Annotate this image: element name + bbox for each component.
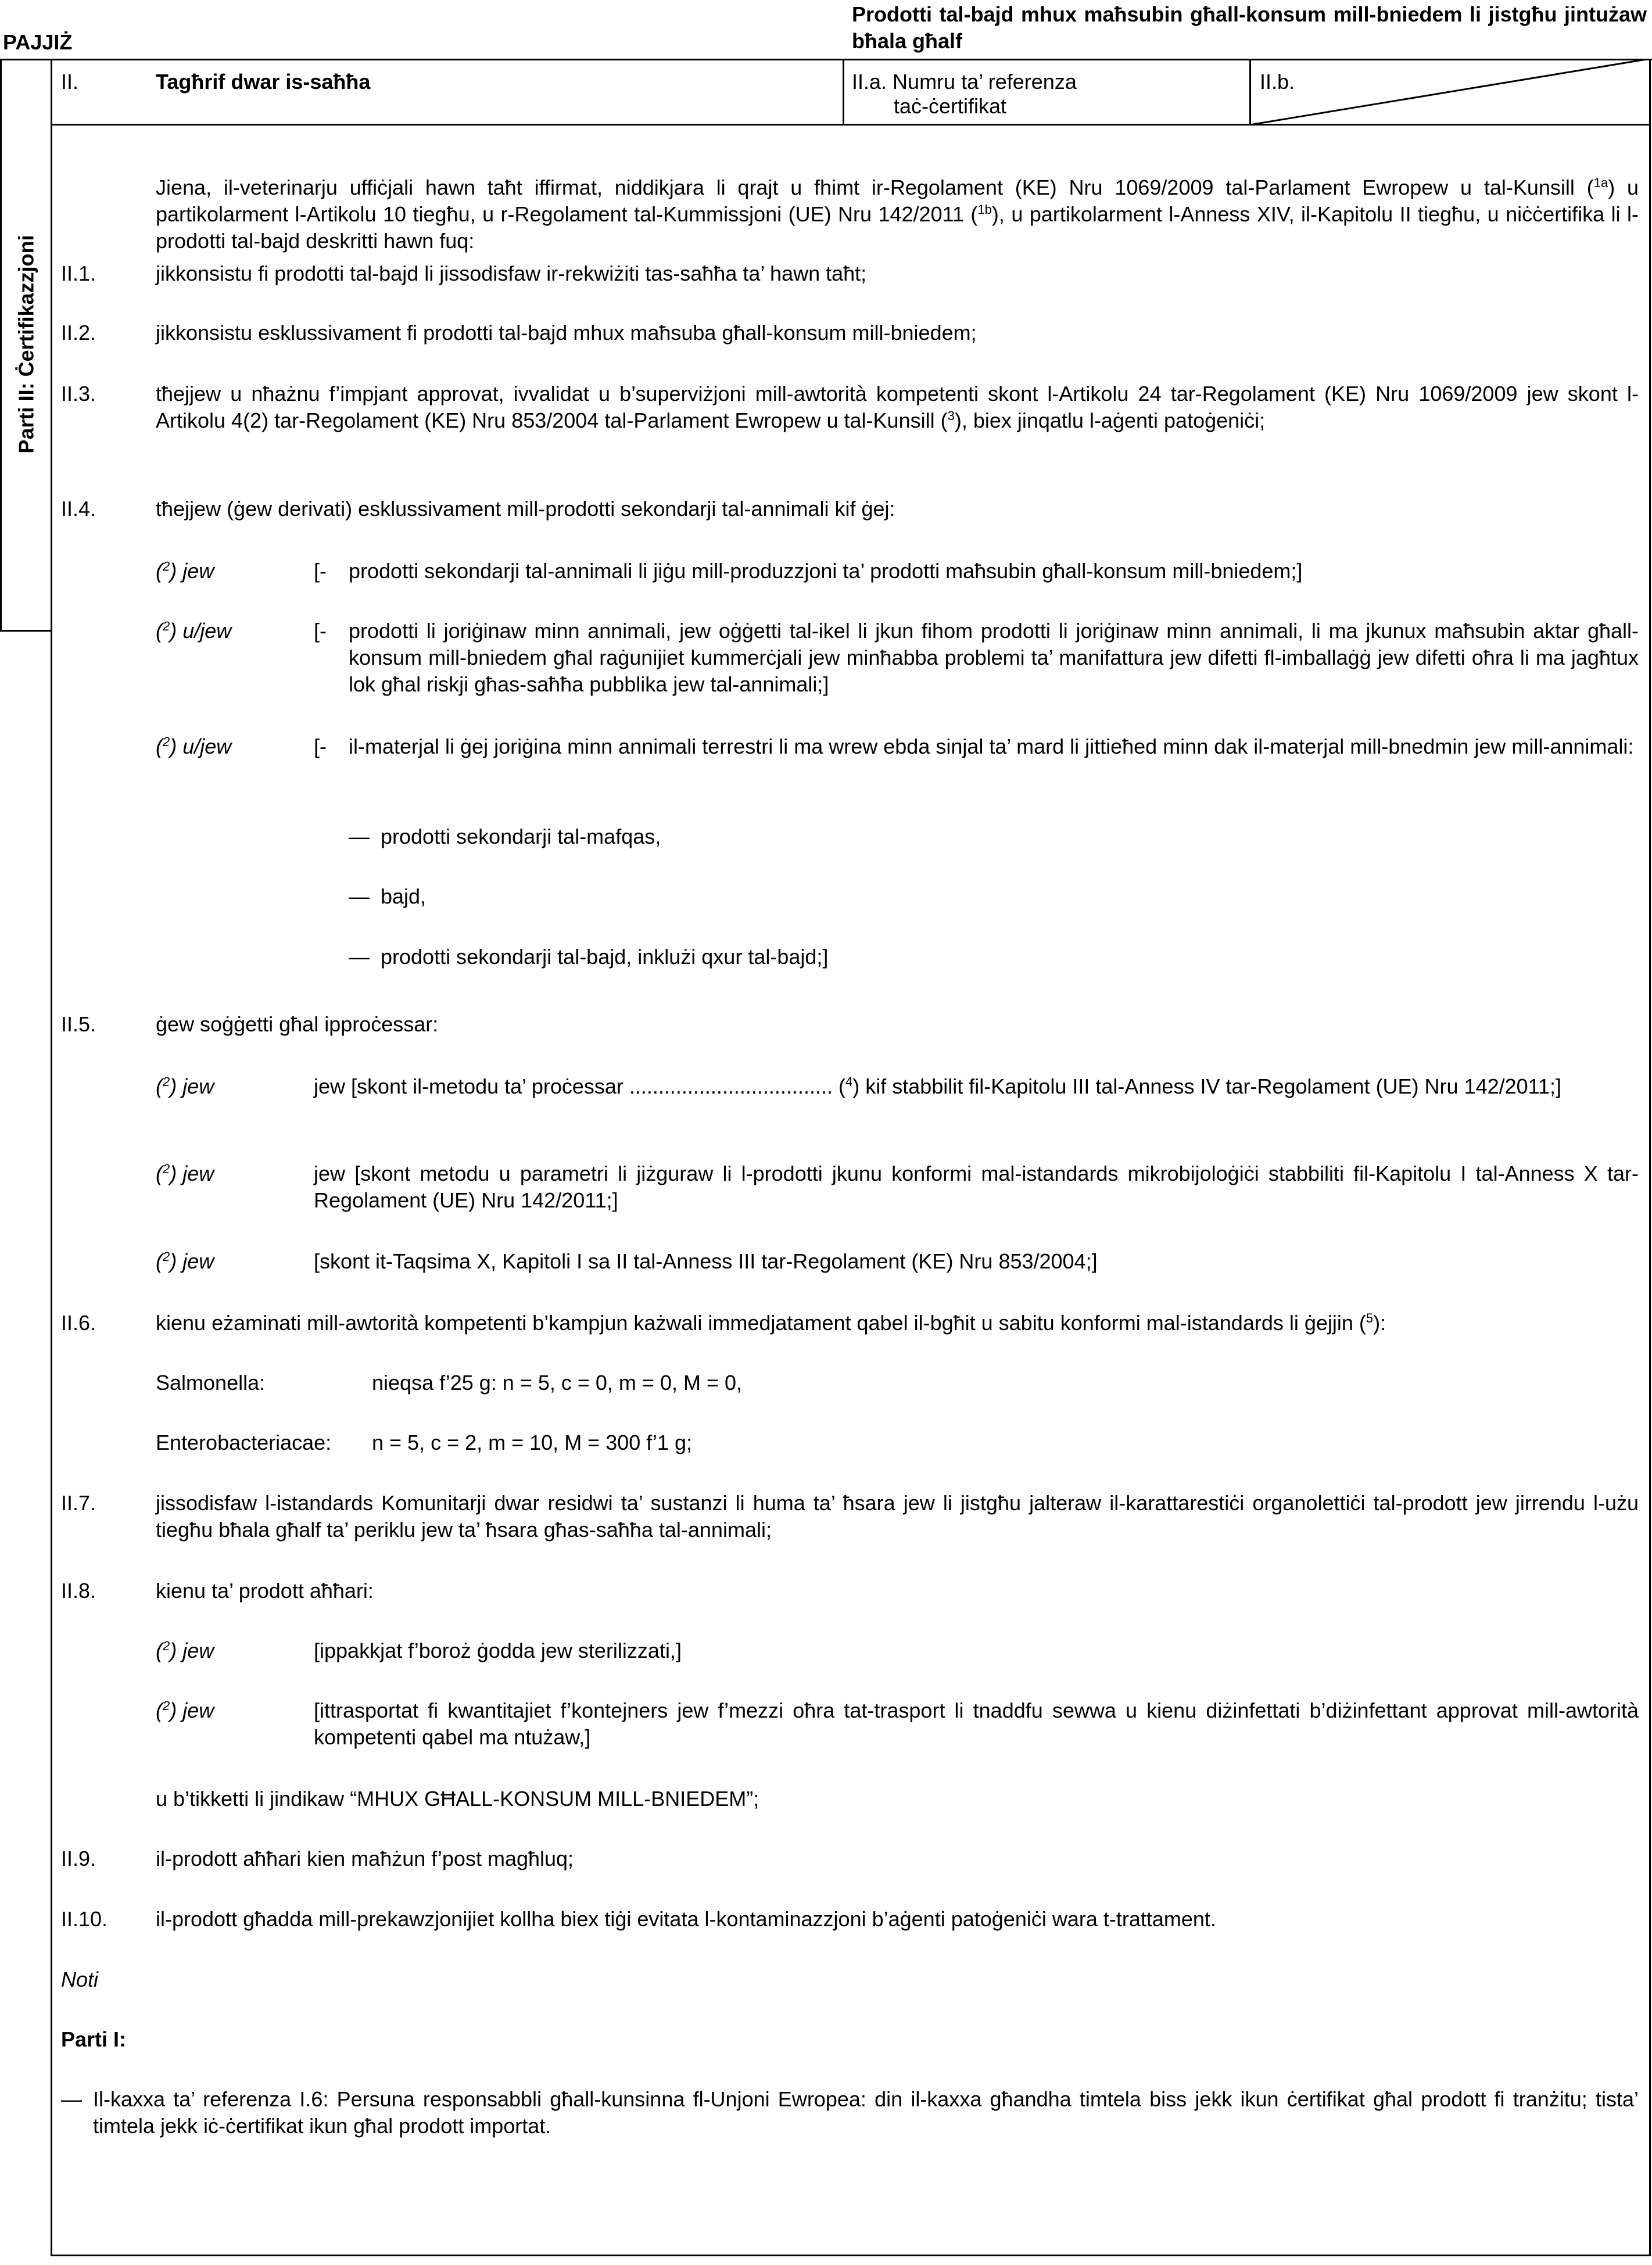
item-number: II.4. [61,497,96,521]
item-number: II.8. [61,1579,96,1603]
side-label-box [3,59,50,630]
dash-bullet: — [349,884,370,908]
item-number: II.9. [61,1847,96,1870]
item-number: II.5. [61,1012,96,1036]
option-bracket: [- [314,619,327,643]
option-label: ($^2$) jew [156,1162,214,1185]
note-text: Il-kaxxa ta’ referenza I.6: Persuna responsabbli għall-kunsinna fl-Unjoni Ewropea: din il-kaxxa għandha timtela biss jekk ikun ċertifikat għal prodott fi tranżitu; tista’ timtela jekk iċ-ċertifikat ikun għal prodott importat. [93,2087,1639,2138]
option-text: [ittrasportat fi kwantitajiet f’kontejners jew f’mezzi oħra tat-trasport li tnaddfu sewwa u kienu diżinfettati b’diżinfettant approvat mill-awtorità kompetenti qabel ma ntużaw,] [314,1698,1639,1749]
option-bracket: [- [314,559,327,583]
option-text: prodotti sekondarji tal-annimali li jiġu mill-produzzjoni ta’ prodotti maħsubin għall-konsum mill-bniedem;] [349,559,1303,583]
notes-part-label: Parti I: [61,2027,127,2051]
side-tab-bottom-border [0,630,52,632]
item-text: il-prodott għadda mill-prekawzjonijiet kollha biex tiġi evitata l-kontaminazzjoni b’aġenti patoġeniċi wara t-trattament. [156,1907,1216,1931]
ref-box-left-border [843,59,844,126]
section-number: II. [61,70,79,94]
frame-right-border [1649,59,1651,2256]
item-number: II.6. [61,1311,96,1335]
dash-bullet: — [349,825,370,848]
label-statement: u b’tikketti li jindikaw “MHUX GĦALL-KONSUM MILL-BNIEDEM”; [156,1787,759,1811]
item-text: ġew soġġetti għal ipproċessar: [156,1012,439,1036]
criterion-value: nieqsa f’25 g: n = 5, c = 0, m = 0, M = 0, [372,1371,743,1395]
section-title: Tagħrif dwar is-saħħa [156,70,371,94]
iib-label: II.b. [1260,70,1295,94]
criterion-label: Salmonella: [156,1371,266,1395]
dash-item: bajd, [381,884,427,908]
option-label: ($^2$) jew [156,1698,214,1722]
criterion-label: Enterobacteriacae: [156,1431,332,1454]
option-label: ($^2$) jew [156,559,214,583]
item-text: kienu eżaminati mill-awtorità kompetenti b’kampjun każwali immedjatament qabel il-bgħit u sabitu konformi mal-istandards li ġejjin ($^5$): [156,1311,1386,1335]
item-text: il-prodott aħħari kien maħżun f’post magħluq; [156,1847,574,1870]
option-text: prodotti li joriġinaw minn annimali, jew oġġetti tal-ikel li jkun fihom prodotti li joriġinaw minn annimali, li ma jkunux maħsubin aktar għall-konsum mill-bniedem għal raġunijiet kummerċjali jew minħabba problemi ta’ manifattura jew difetti fl-imballaġġ jew difetti oħra li ma jagħtux lok għal riskji għas-saħħa pubblika jew tal-annimali;] [349,619,1639,696]
dash-item: prodotti sekondarji tal-mafqas, [381,825,661,848]
option-text: [ippakkjat f’boroż ġodda jew sterilizzati,] [314,1639,682,1662]
dash-item: prodotti sekondarji tal-bajd, inklużi qxur tal-bajd;] [381,945,829,969]
item-number: II.1. [61,261,96,285]
dash-bullet: — [349,945,370,969]
item-number: II.3. [61,382,96,406]
option-label: ($^2$) jew [156,1639,214,1662]
certificate-title: Prodotti tal-bajd mhux maħsubin għall-konsum mill-bniedem li jistgħu jintużaw bħala għalf [852,2,1647,53]
notes-title: Noti [61,1967,99,1991]
item-text: jissodisfaw l-istandards Komunitarji dwar residwi ta’ sustanzi li huma ta’ ħsara jew li jistgħu jalteraw il-karattarestiċi organolettiċi tal-prodott jew jirrendu l-użu tiegħu bħala għalf ta’ periklu jew ta’ ħsara għas-saħħa tal-annimali; [156,1491,1639,1542]
item-text: jikkonsistu esklussivament fi prodotti tal-bajd mhux maħsuba għall-konsum mill-bniedem; [156,321,977,345]
option-text: il-materjal li ġej joriġina minn annimali terrestri li ma wrew ebda sinjal ta’ mard li jittieħed minn dak il-materjal mill-bnedmin jew mill-annimali: [349,734,1634,758]
intro-paragraph: Jiena, il-veterinarju uffiċjali hawn taħt iffirmat, niddikjara li qrajt u fhimt ir-Regolament (KE) Nru 1069/2009 tal-Parlament Ewropew u tal-Kunsill ($^{1a}$) u partikolarment l-Artikolu 10 tiegħu, u r-Regolament tal-Kummissjoni (UE) Nru 142/2011 ($^{1b}$), u partikolarment l-Anness XIV, il-Kapitolu II tiegħu, u niċċertifika li l-prodotti tal-bajd deskritti hawn fuq: [156,175,1639,253]
criterion-value: n = 5, c = 2, m = 10, M = 300 f’1 g; [372,1431,692,1454]
option-text: jew [skont il-metodu ta’ proċessar ................................... ($^4$) kif stabbilit fil-Kapitolu III tal-Anness IV tar-Regolament (UE) Nru 142/2011;] [314,1074,1562,1098]
ref-number-label: II.a. Numru ta’ referenza [852,70,1077,94]
frame-bottom-border [51,2255,1651,2256]
option-bracket: [- [314,734,327,758]
option-label: ($^2$) u/jew [156,734,232,758]
frame-left-border [51,59,52,2256]
item-text: kienu ta’ prodott aħħari: [156,1579,374,1603]
ref-number-label-line2: taċ-ċertifikat [894,94,1007,118]
option-label: ($^2$) jew [156,1249,214,1273]
option-text: jew [skont metodu u parametri li jiżguraw li l-prodotti jkunu konformi mal-istandards mikrobijoloġiċi stabbiliti fil-Kapitolu I tal-Anness X tar-Regolament (UE) Nru 142/2011;] [314,1162,1639,1212]
side-label: Parti II: Ċertifikazzjoni [14,235,38,454]
country-label: PAJJIŻ [3,30,73,54]
item-text: tħejjew (ġew derivati) esklussivament mill-prodotti sekondarji tal-annimali kif ġej: [156,497,895,521]
item-number: II.2. [61,321,96,345]
item-text: tħejjew u nħażnu f’impjant approvat, ivvalidat u b’superviżjoni mill-awtorità kompetenti skont l-Artikolu 24 tar-Regolament (KE) Nru 1069/2009 jew skont l-Artikolu 4(2) tar-Regolament (KE) Nru 853/2004 tal-Parlament Ewropew u tal-Kunsill ($^3$), biex jinqatlu l-aġenti patoġeniċi; [156,382,1639,432]
dash-bullet: — [61,2087,82,2111]
side-tab-left-border [0,59,2,632]
option-label: ($^2$) jew [156,1074,214,1098]
item-text: jikkonsistu fi prodotti tal-bajd li jissodisfaw ir-rekwiżiti tas-saħħa ta’ hawn taħt; [156,261,867,285]
iib-diagonal [1249,59,1650,126]
option-label: ($^2$) u/jew [156,619,232,643]
item-number: II.7. [61,1491,96,1515]
item-number: II.10. [61,1907,108,1931]
option-text: [skont it-Taqsima X, Kapitoli I sa II tal-Anness III tar-Regolament (KE) Nru 853/2004;] [314,1249,1098,1273]
